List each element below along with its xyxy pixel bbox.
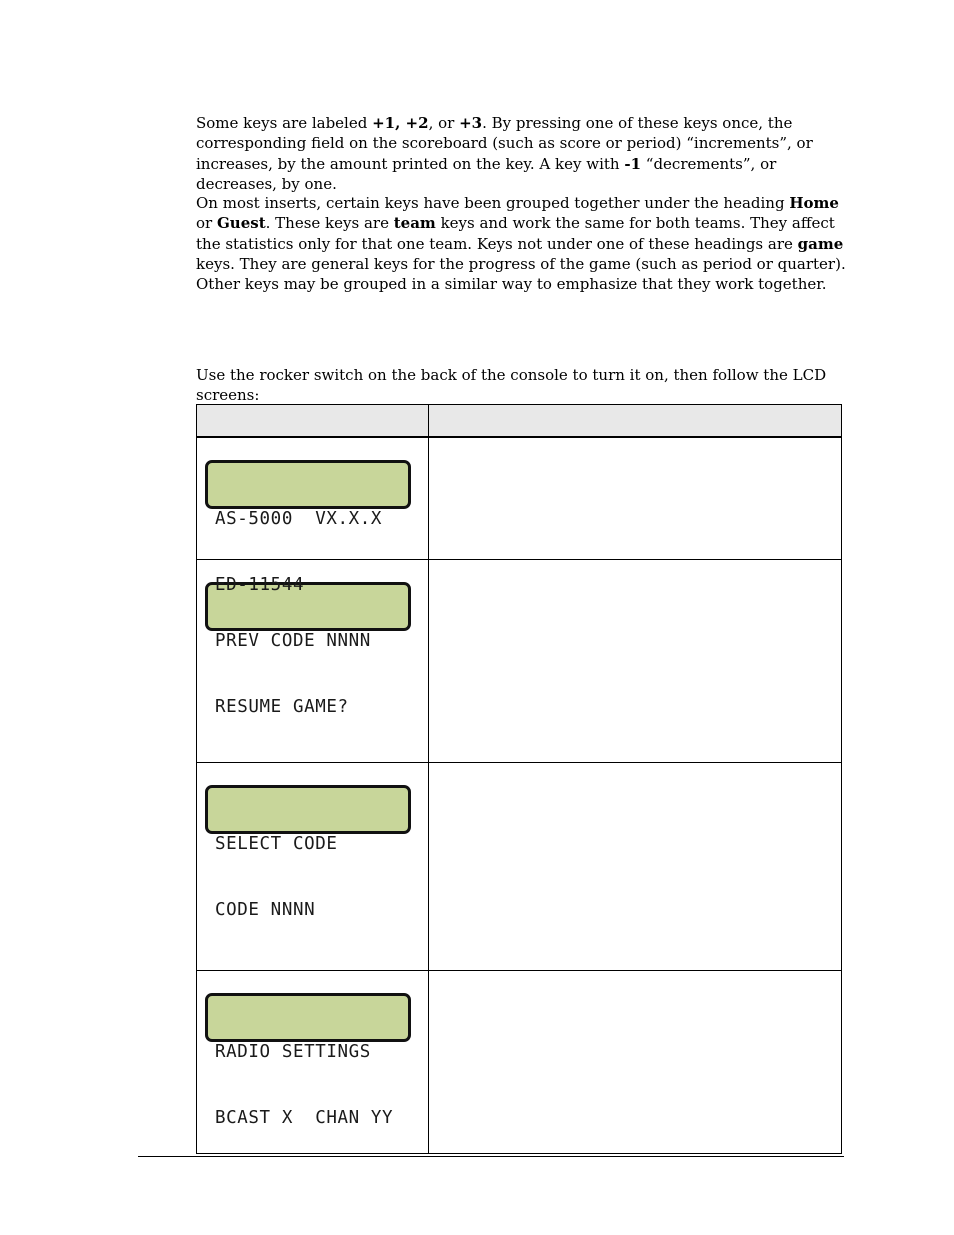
bold-run: +3 (459, 114, 483, 132)
header-cell-description (429, 405, 842, 438)
lcd-display-version (205, 460, 411, 595)
bold-run: +1, +2 (372, 114, 429, 132)
description-cell (429, 437, 842, 560)
text-run: , or (428, 114, 460, 132)
text-run: or (196, 214, 217, 233)
text-run: On most inserts, certain keys have been grouped together under the heading (196, 194, 790, 212)
lcd-line-2: ED-11544 (215, 575, 305, 595)
text-run: keys. They are general keys for the progress of the game (such as period or quarter). Other keys may be grouped in a similar way to emphasize that they work together. (196, 254, 846, 294)
lcd-cell (197, 971, 429, 1154)
lcd-display-select-code (205, 785, 411, 920)
lcd-line-2: BCAST X CHAN YY (215, 1108, 394, 1128)
lcd-line-1: PREV CODE NNNN (215, 631, 371, 651)
description-cell (429, 560, 842, 763)
table-row (197, 971, 842, 1154)
header-cell-screen (197, 405, 429, 438)
bold-run: -1 (624, 154, 642, 173)
lcd-line-2: CODE NNNN (215, 900, 316, 920)
bold-run: Home (789, 194, 839, 212)
text-run: keys and work the same for both teams. They affect the statistics only for that one team. Keys not under one of these headings are (196, 214, 835, 253)
table-row (197, 763, 842, 971)
lcd-line-2: RESUME GAME? (215, 697, 349, 717)
lcd-line-1: SELECT CODE (215, 834, 338, 854)
footer-divider (138, 1156, 844, 1157)
table-header-row (197, 405, 842, 438)
bold-run: team (393, 214, 436, 233)
bold-run: Guest (216, 214, 266, 233)
lcd-screens-table (196, 404, 842, 1154)
text-run: . By pressing one of these keys once, the corresponding field on the scoreboard (such as score or period) “increments”, or increases, by the amount printed on the key. A key with (196, 114, 813, 173)
bold-run: game (797, 234, 844, 253)
lcd-display-radio (205, 993, 411, 1128)
lcd-cell (197, 763, 429, 971)
intro-paragraph-groups (196, 193, 846, 294)
lcd-line-1: AS-5000 VX.X.X (215, 509, 383, 529)
text-run: “decrements”, or decreases, by one. (196, 154, 777, 193)
description-cell (429, 763, 842, 971)
text-run: Some keys are labeled (196, 114, 373, 132)
intro-paragraph-keys (196, 113, 846, 194)
text-run: . These keys are (265, 214, 394, 233)
table-row (197, 437, 842, 560)
lcd-cell (197, 437, 429, 595)
startup-instruction: Use the rocker switch on the back of the console to turn it on, then follow the LCD screens: (196, 366, 827, 405)
description-cell (429, 971, 842, 1154)
lcd-line-1: RADIO SETTINGS (215, 1042, 371, 1062)
